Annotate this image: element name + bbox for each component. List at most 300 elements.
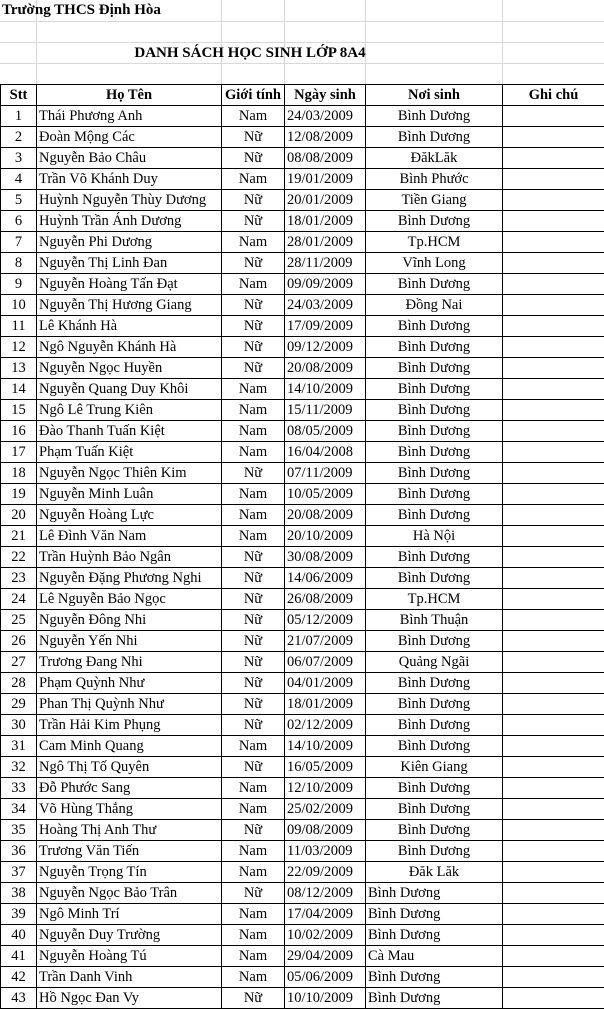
cell-dob[interactable]: 14/06/2009: [285, 568, 366, 589]
cell-name[interactable]: Ngô Minh Trí: [37, 904, 222, 925]
cell-name[interactable]: Thái Phương Anh: [37, 106, 222, 127]
cell-birthplace[interactable]: Bình Thuận: [366, 610, 503, 631]
cell-gender[interactable]: Nam: [222, 736, 285, 757]
table-row: [1, 253, 604, 274]
table-row: [1, 862, 604, 883]
cell-note[interactable]: [503, 484, 604, 505]
table-row: [1, 652, 604, 673]
cell-name[interactable]: Nguyễn Trọng Tín: [37, 862, 222, 883]
cell-dob[interactable]: 04/01/2009: [285, 673, 366, 694]
cell-stt[interactable]: 31: [1, 736, 37, 757]
cell-gender[interactable]: Nữ: [222, 316, 285, 337]
cell-note[interactable]: [503, 652, 604, 673]
cell-dob[interactable]: 17/09/2009: [285, 316, 366, 337]
cell-dob[interactable]: 21/07/2009: [285, 631, 366, 652]
cell-birthplace[interactable]: Bình Dương: [366, 127, 503, 148]
cell-stt[interactable]: 19: [1, 484, 37, 505]
header-note[interactable]: Ghi chú: [503, 85, 604, 106]
cell-birthplace[interactable]: Bình Dương: [366, 967, 503, 988]
table-row: [1, 106, 604, 127]
cell-name[interactable]: Nguyễn Bảo Châu: [37, 148, 222, 169]
cell-stt[interactable]: 17: [1, 442, 37, 463]
cell-name[interactable]: Nguyễn Hoàng Lực: [37, 505, 222, 526]
cell-dob[interactable]: 10/05/2009: [285, 484, 366, 505]
cell-birthplace[interactable]: Bình Dương: [366, 379, 503, 400]
cell-gender[interactable]: Nam: [222, 946, 285, 967]
cell-stt[interactable]: 29: [1, 694, 37, 715]
cell-gender[interactable]: Nữ: [222, 988, 285, 1009]
cell-note[interactable]: [503, 904, 604, 925]
cell-birthplace[interactable]: Bình Dương: [366, 925, 503, 946]
cell-gender[interactable]: Nam: [222, 232, 285, 253]
cell-dob[interactable]: 18/01/2009: [285, 211, 366, 232]
cell-gender[interactable]: Nam: [222, 841, 285, 862]
cell-note[interactable]: [503, 757, 604, 778]
cell-name[interactable]: Trương Đang Nhi: [37, 652, 222, 673]
cell-name[interactable]: Trần Hải Kim Phụng: [37, 715, 222, 736]
cell-stt[interactable]: 12: [1, 337, 37, 358]
cell-stt[interactable]: 4: [1, 169, 37, 190]
cell-dob[interactable]: 06/07/2009: [285, 652, 366, 673]
table-row: [1, 946, 604, 967]
cell-gender[interactable]: Nữ: [222, 337, 285, 358]
table-row: [1, 967, 604, 988]
cell-gender[interactable]: Nam: [222, 778, 285, 799]
header-stt[interactable]: Stt: [1, 85, 37, 106]
cell-gender[interactable]: Nữ: [222, 883, 285, 904]
cell-birthplace[interactable]: Đăk Lăk: [366, 862, 503, 883]
table-row: [1, 442, 604, 463]
cell-note[interactable]: [503, 400, 604, 421]
cell-birthplace[interactable]: Bình Phước: [366, 169, 503, 190]
cell-stt[interactable]: 9: [1, 274, 37, 295]
table-row: [1, 421, 604, 442]
table-row: [1, 631, 604, 652]
cell-note[interactable]: [503, 295, 604, 316]
cell-birthplace[interactable]: Hà Nội: [366, 526, 503, 547]
cell-gender[interactable]: Nam: [222, 505, 285, 526]
cell-stt[interactable]: 27: [1, 652, 37, 673]
cell-note[interactable]: [503, 421, 604, 442]
cell-stt[interactable]: 41: [1, 946, 37, 967]
cell-name[interactable]: Võ Hùng Thắng: [37, 799, 222, 820]
cell-note[interactable]: [503, 589, 604, 610]
table-row: [1, 673, 604, 694]
table-row: [1, 295, 604, 316]
cell-dob[interactable]: 20/10/2009: [285, 526, 366, 547]
cell-birthplace[interactable]: Bình Dương: [366, 211, 503, 232]
cell-gender[interactable]: Nữ: [222, 148, 285, 169]
cell-stt[interactable]: 39: [1, 904, 37, 925]
cell-birthplace[interactable]: Quảng Ngãi: [366, 652, 503, 673]
table-row: [1, 190, 604, 211]
cell-birthplace[interactable]: Bình Dương: [366, 442, 503, 463]
cell-dob[interactable]: 09/09/2009: [285, 274, 366, 295]
cell-stt[interactable]: 13: [1, 358, 37, 379]
cell-note[interactable]: [503, 799, 604, 820]
table-row: [1, 904, 604, 925]
cell-dob[interactable]: 30/08/2009: [285, 547, 366, 568]
cell-name[interactable]: Nguyễn Phi Dương: [37, 232, 222, 253]
cell-gender[interactable]: Nữ: [222, 589, 285, 610]
cell-stt[interactable]: 20: [1, 505, 37, 526]
cell-name[interactable]: Phạm Tuấn Kiệt: [37, 442, 222, 463]
cell-stt[interactable]: 24: [1, 589, 37, 610]
cell-name[interactable]: Nguyễn Ngọc Bảo Trân: [37, 883, 222, 904]
cell-note[interactable]: [503, 253, 604, 274]
cell-birthplace[interactable]: Tiền Giang: [366, 190, 503, 211]
cell-gender[interactable]: Nam: [222, 862, 285, 883]
cell-stt[interactable]: 33: [1, 778, 37, 799]
cell-gender[interactable]: Nam: [222, 904, 285, 925]
cell-gender[interactable]: Nữ: [222, 715, 285, 736]
cell-gender[interactable]: Nam: [222, 421, 285, 442]
cell-stt[interactable]: 8: [1, 253, 37, 274]
cell-note[interactable]: [503, 526, 604, 547]
cell-stt[interactable]: 36: [1, 841, 37, 862]
cell-birthplace[interactable]: Bình Dương: [366, 316, 503, 337]
cell-name[interactable]: Cam Minh Quang: [37, 736, 222, 757]
cell-dob[interactable]: 26/08/2009: [285, 589, 366, 610]
cell-dob[interactable]: 10/10/2009: [285, 988, 366, 1009]
cell-note[interactable]: [503, 736, 604, 757]
cell-stt[interactable]: 35: [1, 820, 37, 841]
cell-birthplace[interactable]: Đồng Nai: [366, 295, 503, 316]
cell-dob[interactable]: 15/11/2009: [285, 400, 366, 421]
cell-name[interactable]: Nguyễn Yến Nhi: [37, 631, 222, 652]
cell-note[interactable]: [503, 316, 604, 337]
cell-dob[interactable]: 24/03/2009: [285, 106, 366, 127]
cell-note[interactable]: [503, 568, 604, 589]
cell-gender[interactable]: Nữ: [222, 757, 285, 778]
cell-note[interactable]: [503, 106, 604, 127]
cell-gender[interactable]: Nữ: [222, 610, 285, 631]
cell-gender[interactable]: Nam: [222, 967, 285, 988]
cell-name[interactable]: Trần Võ Khánh Duy: [37, 169, 222, 190]
cell-gender[interactable]: Nam: [222, 169, 285, 190]
cell-note[interactable]: [503, 694, 604, 715]
cell-stt[interactable]: 40: [1, 925, 37, 946]
cell-birthplace[interactable]: Bình Dương: [366, 400, 503, 421]
cell-birthplace[interactable]: Bình Dương: [366, 673, 503, 694]
cell-birthplace[interactable]: Bình Dương: [366, 694, 503, 715]
cell-gender[interactable]: Nữ: [222, 358, 285, 379]
header-gender[interactable]: Giới tính: [222, 85, 285, 106]
header-name[interactable]: Họ Tên: [37, 85, 222, 106]
table-row: [1, 169, 604, 190]
cell-stt[interactable]: 34: [1, 799, 37, 820]
cell-gender[interactable]: Nữ: [222, 463, 285, 484]
cell-name[interactable]: Ngô Nguyễn Khánh Hà: [37, 337, 222, 358]
cell-name[interactable]: Nguyễn Đông Nhi: [37, 610, 222, 631]
table-row: [1, 778, 604, 799]
cell-dob[interactable]: 24/03/2009: [285, 295, 366, 316]
cell-gender[interactable]: Nam: [222, 379, 285, 400]
cell-stt[interactable]: 32: [1, 757, 37, 778]
cell-gender[interactable]: Nữ: [222, 547, 285, 568]
table-row: [1, 358, 604, 379]
cell-birthplace[interactable]: Cà Mau: [366, 946, 503, 967]
cell-stt[interactable]: 6: [1, 211, 37, 232]
cell-dob[interactable]: 16/05/2009: [285, 757, 366, 778]
cell-stt[interactable]: 2: [1, 127, 37, 148]
cell-note[interactable]: [503, 841, 604, 862]
cell-gender[interactable]: Nam: [222, 106, 285, 127]
table-row: [1, 841, 604, 862]
table-row: [1, 400, 604, 421]
cell-stt[interactable]: 10: [1, 295, 37, 316]
cell-birthplace[interactable]: Bình Dương: [366, 799, 503, 820]
cell-name[interactable]: Đỗ Phước Sang: [37, 778, 222, 799]
cell-note[interactable]: [503, 169, 604, 190]
header-birthplace[interactable]: Nơi sinh: [366, 85, 503, 106]
cell-stt[interactable]: 21: [1, 526, 37, 547]
cell-note[interactable]: [503, 190, 604, 211]
table-row: [1, 568, 604, 589]
cell-birthplace[interactable]: Bình Dương: [366, 337, 503, 358]
cell-dob[interactable]: 19/01/2009: [285, 169, 366, 190]
cell-dob[interactable]: 28/11/2009: [285, 253, 366, 274]
cell-name[interactable]: Hồ Ngọc Đan Vy: [37, 988, 222, 1009]
cell-name[interactable]: Huỳnh Nguyễn Thùy Dương: [37, 190, 222, 211]
cell-dob[interactable]: 16/04/2008: [285, 442, 366, 463]
cell-dob[interactable]: 18/01/2009: [285, 694, 366, 715]
cell-note[interactable]: [503, 547, 604, 568]
cell-birthplace[interactable]: Kiên Giang: [366, 757, 503, 778]
cell-note[interactable]: [503, 610, 604, 631]
cell-gender[interactable]: Nữ: [222, 820, 285, 841]
cell-dob[interactable]: 14/10/2009: [285, 379, 366, 400]
cell-dob[interactable]: 09/08/2009: [285, 820, 366, 841]
cell-note[interactable]: [503, 274, 604, 295]
student-table: [0, 84, 604, 1009]
cell-stt[interactable]: 37: [1, 862, 37, 883]
cell-name[interactable]: Trần Huỳnh Bảo Ngân: [37, 547, 222, 568]
cell-name[interactable]: Nguyễn Hoàng Tú: [37, 946, 222, 967]
cell-name[interactable]: Ngô Lê Trung Kiên: [37, 400, 222, 421]
cell-name[interactable]: Nguyễn Minh Luân: [37, 484, 222, 505]
cell-note[interactable]: [503, 862, 604, 883]
cell-birthplace[interactable]: Bình Dương: [366, 841, 503, 862]
cell-birthplace[interactable]: Bình Dương: [366, 358, 503, 379]
cell-gender[interactable]: Nam: [222, 274, 285, 295]
cell-stt[interactable]: 22: [1, 547, 37, 568]
cell-note[interactable]: [503, 463, 604, 484]
cell-birthplace[interactable]: Bình Dương: [366, 484, 503, 505]
cell-dob[interactable]: 08/12/2009: [285, 883, 366, 904]
cell-dob[interactable]: 07/11/2009: [285, 463, 366, 484]
cell-name[interactable]: Phạm Quỳnh Như: [37, 673, 222, 694]
cell-gender[interactable]: Nữ: [222, 694, 285, 715]
cell-gender[interactable]: Nam: [222, 526, 285, 547]
cell-dob[interactable]: 20/08/2009: [285, 358, 366, 379]
cell-note[interactable]: [503, 442, 604, 463]
cell-stt[interactable]: 25: [1, 610, 37, 631]
table-row: [1, 127, 604, 148]
cell-gender[interactable]: Nữ: [222, 190, 285, 211]
cell-dob[interactable]: 20/01/2009: [285, 190, 366, 211]
cell-name[interactable]: Nguyễn Thị Linh Đan: [37, 253, 222, 274]
cell-dob[interactable]: 08/08/2009: [285, 148, 366, 169]
table-row: [1, 715, 604, 736]
cell-dob[interactable]: 11/03/2009: [285, 841, 366, 862]
cell-stt[interactable]: 38: [1, 883, 37, 904]
cell-stt[interactable]: 3: [1, 148, 37, 169]
table-row: [1, 463, 604, 484]
cell-gender[interactable]: Nam: [222, 925, 285, 946]
cell-stt[interactable]: 23: [1, 568, 37, 589]
header-dob[interactable]: Ngày sinh: [285, 85, 366, 106]
cell-name[interactable]: Lê Nguyễn Bảo Ngọc: [37, 589, 222, 610]
cell-birthplace[interactable]: ĐăkLăk: [366, 148, 503, 169]
cell-gender[interactable]: Nữ: [222, 631, 285, 652]
table-row: [1, 820, 604, 841]
cell-stt[interactable]: 18: [1, 463, 37, 484]
cell-dob[interactable]: 25/02/2009: [285, 799, 366, 820]
cell-note[interactable]: [503, 715, 604, 736]
cell-stt[interactable]: 42: [1, 967, 37, 988]
cell-note[interactable]: [503, 988, 604, 1009]
cell-stt[interactable]: 7: [1, 232, 37, 253]
cell-birthplace[interactable]: Bình Dương: [366, 988, 503, 1009]
cell-dob[interactable]: 05/12/2009: [285, 610, 366, 631]
table-row: [1, 337, 604, 358]
cell-name[interactable]: Nguyễn Ngọc Thiên Kim: [37, 463, 222, 484]
cell-gender[interactable]: Nữ: [222, 295, 285, 316]
cell-name[interactable]: Huỳnh Trần Ánh Dương: [37, 211, 222, 232]
cell-name[interactable]: Nguyễn Đặng Phương Nghi: [37, 568, 222, 589]
cell-note[interactable]: [503, 778, 604, 799]
cell-birthplace[interactable]: Bình Dương: [366, 715, 503, 736]
cell-name[interactable]: Ngô Thị Tố Quyên: [37, 757, 222, 778]
table-row: [1, 526, 604, 547]
cell-name[interactable]: Hoàng Thị Anh Thư: [37, 820, 222, 841]
table-row: [1, 736, 604, 757]
cell-dob[interactable]: 17/04/2009: [285, 904, 366, 925]
cell-gender[interactable]: Nữ: [222, 253, 285, 274]
cell-birthplace[interactable]: Tp.HCM: [366, 232, 503, 253]
cell-dob[interactable]: 29/04/2009: [285, 946, 366, 967]
cell-birthplace[interactable]: Bình Dương: [366, 904, 503, 925]
cell-dob[interactable]: 02/12/2009: [285, 715, 366, 736]
cell-dob[interactable]: 12/08/2009: [285, 127, 366, 148]
cell-dob[interactable]: 10/02/2009: [285, 925, 366, 946]
cell-stt[interactable]: 14: [1, 379, 37, 400]
cell-birthplace[interactable]: Bình Dương: [366, 568, 503, 589]
cell-dob[interactable]: 12/10/2009: [285, 778, 366, 799]
cell-birthplace[interactable]: Bình Dương: [366, 778, 503, 799]
cell-dob[interactable]: 09/12/2009: [285, 337, 366, 358]
cell-note[interactable]: [503, 946, 604, 967]
cell-birthplace[interactable]: Bình Dương: [366, 883, 503, 904]
table-row: [1, 379, 604, 400]
cell-birthplace[interactable]: Bình Dương: [366, 274, 503, 295]
cell-stt[interactable]: 43: [1, 988, 37, 1009]
table-row: [1, 799, 604, 820]
cell-stt[interactable]: 16: [1, 421, 37, 442]
cell-stt[interactable]: 28: [1, 673, 37, 694]
cell-stt[interactable]: 15: [1, 400, 37, 421]
cell-stt[interactable]: 5: [1, 190, 37, 211]
school-name: Trường THCS Định Hòa: [2, 2, 161, 18]
cell-note[interactable]: [503, 883, 604, 904]
cell-name[interactable]: Lê Khánh Hà: [37, 316, 222, 337]
cell-note[interactable]: [503, 967, 604, 988]
cell-note[interactable]: [503, 127, 604, 148]
cell-note[interactable]: [503, 148, 604, 169]
cell-name[interactable]: Trần Danh Vinh: [37, 967, 222, 988]
cell-dob[interactable]: 14/10/2009: [285, 736, 366, 757]
cell-note[interactable]: [503, 631, 604, 652]
cell-dob[interactable]: 08/05/2009: [285, 421, 366, 442]
cell-name[interactable]: Phan Thị Quỳnh Như: [37, 694, 222, 715]
cell-birthplace[interactable]: Bình Dương: [366, 820, 503, 841]
cell-note[interactable]: [503, 358, 604, 379]
cell-gender[interactable]: Nữ: [222, 652, 285, 673]
cell-name[interactable]: Nguyễn Quang Duy Khôi: [37, 379, 222, 400]
cell-stt[interactable]: 11: [1, 316, 37, 337]
cell-name[interactable]: Nguyễn Hoàng Tấn Đạt: [37, 274, 222, 295]
table-header-row: [1, 85, 604, 106]
cell-birthplace[interactable]: Vĩnh Long: [366, 253, 503, 274]
cell-dob[interactable]: 28/01/2009: [285, 232, 366, 253]
cell-name[interactable]: Nguyễn Thị Hương Giang: [37, 295, 222, 316]
cell-stt[interactable]: 1: [1, 106, 37, 127]
cell-note[interactable]: [503, 925, 604, 946]
cell-birthplace[interactable]: Bình Dương: [366, 505, 503, 526]
cell-note[interactable]: [503, 505, 604, 526]
cell-stt[interactable]: 26: [1, 631, 37, 652]
cell-name[interactable]: Trương Văn Tiến: [37, 841, 222, 862]
cell-gender[interactable]: Nữ: [222, 673, 285, 694]
cell-dob[interactable]: 22/09/2009: [285, 862, 366, 883]
cell-note[interactable]: [503, 379, 604, 400]
cell-birthplace[interactable]: Bình Dương: [366, 736, 503, 757]
cell-gender[interactable]: Nữ: [222, 127, 285, 148]
cell-birthplace[interactable]: Bình Dương: [366, 547, 503, 568]
table-row: [1, 883, 604, 904]
cell-dob[interactable]: 05/06/2009: [285, 967, 366, 988]
table-row: [1, 694, 604, 715]
cell-birthplace[interactable]: Bình Dương: [366, 631, 503, 652]
cell-gender[interactable]: Nam: [222, 799, 285, 820]
cell-birthplace[interactable]: Tp.HCM: [366, 589, 503, 610]
cell-gender[interactable]: Nam: [222, 442, 285, 463]
cell-gender[interactable]: Nữ: [222, 568, 285, 589]
cell-name[interactable]: Đoàn Mộng Các: [37, 127, 222, 148]
table-row: [1, 316, 604, 337]
cell-dob[interactable]: 20/08/2009: [285, 505, 366, 526]
cell-note[interactable]: [503, 337, 604, 358]
cell-birthplace[interactable]: Bình Dương: [366, 421, 503, 442]
cell-birthplace[interactable]: Bình Dương: [366, 106, 503, 127]
table-row: [1, 211, 604, 232]
cell-gender[interactable]: Nam: [222, 484, 285, 505]
table-row: [1, 148, 604, 169]
cell-name[interactable]: Nguyễn Ngọc Huyền: [37, 358, 222, 379]
cell-note[interactable]: [503, 820, 604, 841]
cell-name[interactable]: Lê Đình Văn Nam: [37, 526, 222, 547]
cell-name[interactable]: Đào Thanh Tuấn Kiệt: [37, 421, 222, 442]
cell-note[interactable]: [503, 211, 604, 232]
cell-name[interactable]: Nguyễn Duy Trường: [37, 925, 222, 946]
cell-note[interactable]: [503, 673, 604, 694]
cell-gender[interactable]: Nam: [222, 400, 285, 421]
cell-stt[interactable]: 30: [1, 715, 37, 736]
cell-birthplace[interactable]: Bình Dương: [366, 463, 503, 484]
cell-note[interactable]: [503, 232, 604, 253]
cell-gender[interactable]: Nữ: [222, 211, 285, 232]
